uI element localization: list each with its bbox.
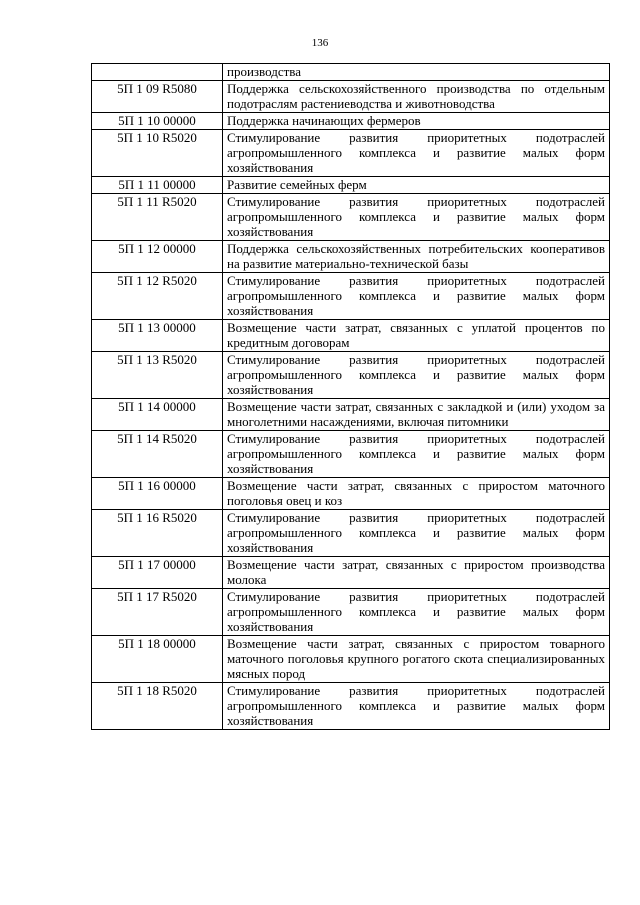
description-cell: Возмещение части затрат, связанных с приростом товарного маточного поголовья крупного рогатого скота специализированных мясных пород <box>223 636 610 683</box>
description-cell: Поддержка сельскохозяйственного производства по отдельным подотраслям растениеводства и животноводства <box>223 81 610 113</box>
code-cell: 5П 1 14 00000 <box>92 399 223 431</box>
description-cell: Поддержка сельскохозяйственных потребительских кооперативов на развитие материально-технической базы <box>223 241 610 273</box>
description-cell: Стимулирование развития приоритетных подотраслей агропромышленного комплекса и развитие малых форм хозяйствования <box>223 589 610 636</box>
code-cell <box>92 64 223 81</box>
table-row <box>92 636 610 683</box>
description-cell: Стимулирование развития приоритетных подотраслей агропромышленного комплекса и развитие малых форм хозяйствования <box>223 273 610 320</box>
code-cell: 5П 1 12 R5020 <box>92 273 223 320</box>
table-row <box>92 64 610 81</box>
description-cell: Стимулирование развития приоритетных подотраслей агропромышленного комплекса и развитие малых форм хозяйствования <box>223 352 610 399</box>
table-row <box>92 273 610 320</box>
table-row <box>92 510 610 557</box>
code-cell: 5П 1 18 00000 <box>92 636 223 683</box>
budget-classification-table <box>91 63 610 730</box>
description-cell: Возмещение части затрат, связанных с приростом производства молока <box>223 557 610 589</box>
description-cell: Стимулирование развития приоритетных подотраслей агропромышленного комплекса и развитие малых форм хозяйствования <box>223 130 610 177</box>
description-cell: Стимулирование развития приоритетных подотраслей агропромышленного комплекса и развитие малых форм хозяйствования <box>223 194 610 241</box>
table-row <box>92 683 610 730</box>
table-row <box>92 113 610 130</box>
code-cell: 5П 1 11 00000 <box>92 177 223 194</box>
table-row <box>92 194 610 241</box>
description-cell: Возмещение части затрат, связанных с закладкой и (или) уходом за многолетними насаждениями, включая питомники <box>223 399 610 431</box>
table-row <box>92 478 610 510</box>
code-cell: 5П 1 10 00000 <box>92 113 223 130</box>
code-cell: 5П 1 14 R5020 <box>92 431 223 478</box>
table-row <box>92 557 610 589</box>
page-number: 136 <box>311 37 329 49</box>
code-cell: 5П 1 13 00000 <box>92 320 223 352</box>
description-cell: Стимулирование развития приоритетных подотраслей агропромышленного комплекса и развитие малых форм хозяйствования <box>223 431 610 478</box>
code-cell: 5П 1 12 00000 <box>92 241 223 273</box>
description-cell: Стимулирование развития приоритетных подотраслей агропромышленного комплекса и развитие малых форм хозяйствования <box>223 683 610 730</box>
code-cell: 5П 1 17 00000 <box>92 557 223 589</box>
code-cell: 5П 1 18 R5020 <box>92 683 223 730</box>
table-row <box>92 81 610 113</box>
description-cell: Развитие семейных ферм <box>223 177 610 194</box>
table-row <box>92 177 610 194</box>
table-row <box>92 352 610 399</box>
code-cell: 5П 1 11 R5020 <box>92 194 223 241</box>
code-cell: 5П 1 16 R5020 <box>92 510 223 557</box>
description-cell: Возмещение части затрат, связанных с уплатой процентов по кредитным договорам <box>223 320 610 352</box>
table-row <box>92 399 610 431</box>
description-cell: Поддержка начинающих фермеров <box>223 113 610 130</box>
description-cell: Возмещение части затрат, связанных с приростом маточного поголовья овец и коз <box>223 478 610 510</box>
code-cell: 5П 1 10 R5020 <box>92 130 223 177</box>
code-cell: 5П 1 17 R5020 <box>92 589 223 636</box>
code-cell: 5П 1 16 00000 <box>92 478 223 510</box>
table-row <box>92 241 610 273</box>
description-cell: Стимулирование развития приоритетных подотраслей агропромышленного комплекса и развитие малых форм хозяйствования <box>223 510 610 557</box>
code-cell: 5П 1 09 R5080 <box>92 81 223 113</box>
table-row <box>92 130 610 177</box>
table-row <box>92 589 610 636</box>
description-cell: производства <box>223 64 610 81</box>
code-cell: 5П 1 13 R5020 <box>92 352 223 399</box>
table-row <box>92 431 610 478</box>
table-row <box>92 320 610 352</box>
